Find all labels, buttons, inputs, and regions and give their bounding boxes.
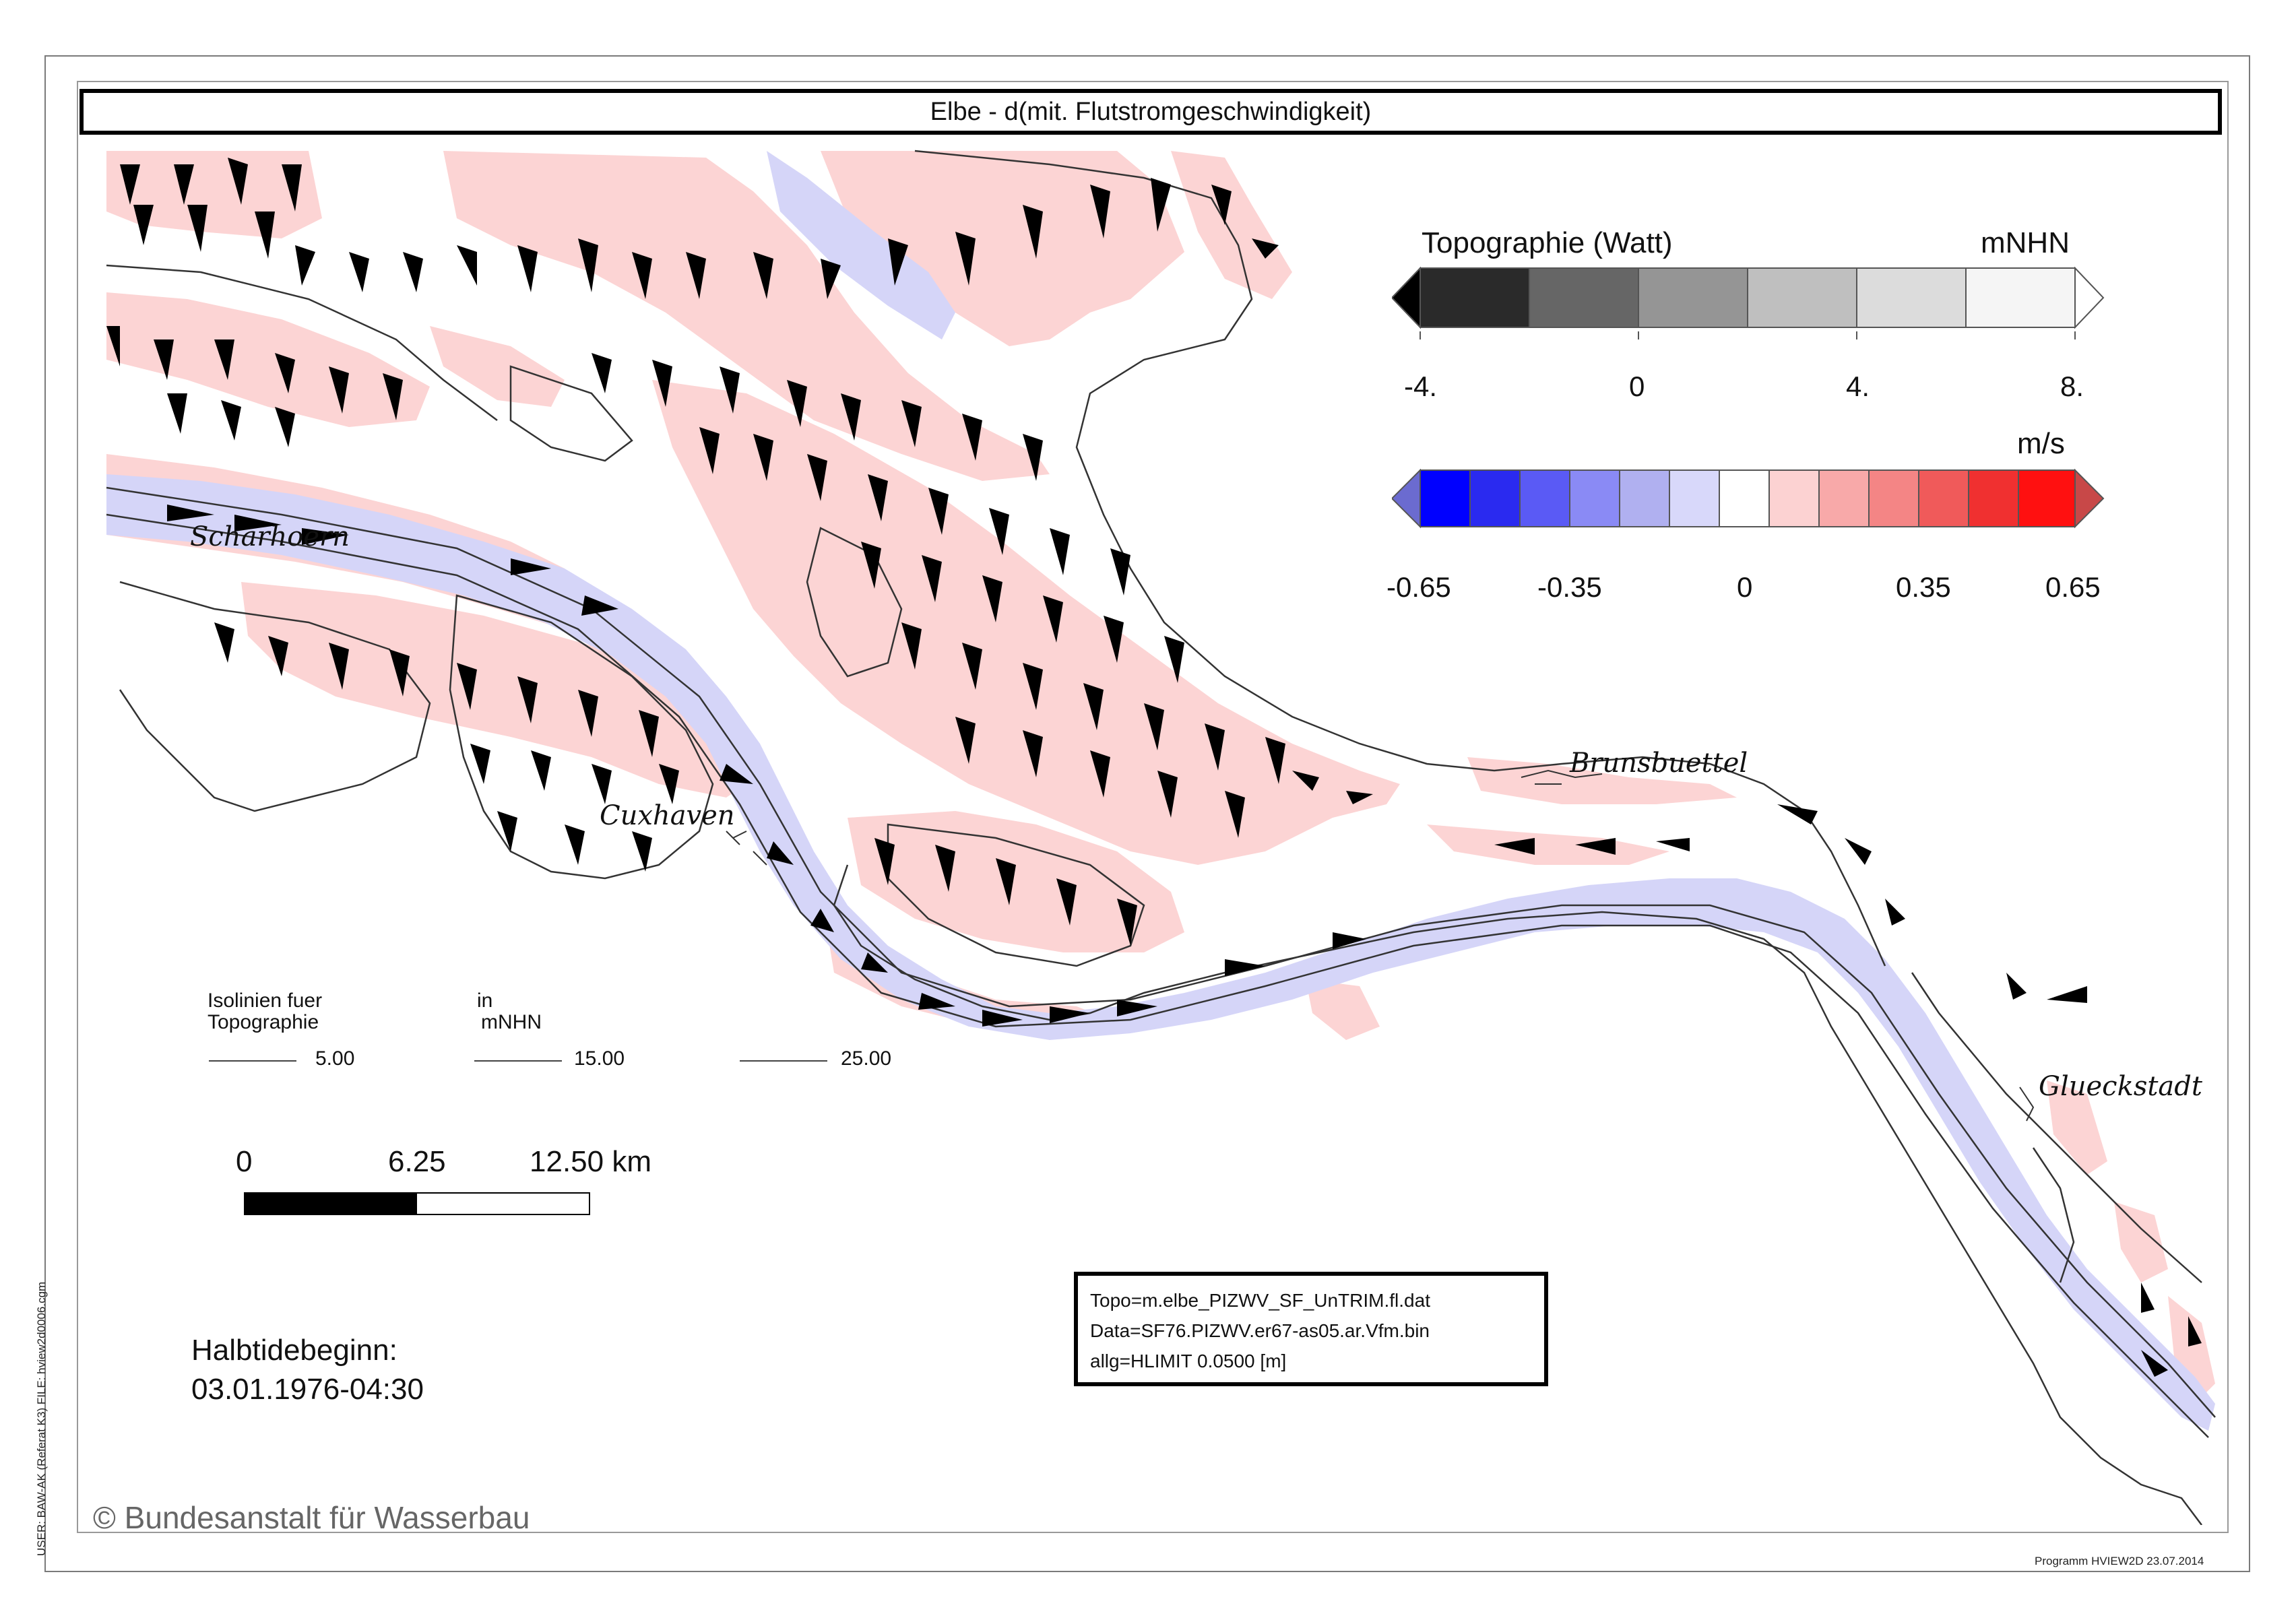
- topo-arrow-low: [1392, 268, 1420, 327]
- halbtide-label: Halbtidebeginn:: [191, 1334, 397, 1367]
- label-brunsbuettel: Brunsbuettel: [1570, 748, 1748, 779]
- glueckstadt-harbour: [2020, 1087, 2033, 1121]
- scale-label-end: 12.50 km: [530, 1145, 651, 1178]
- program-text: Programm HVIEW2D 23.07.2014: [2035, 1555, 2204, 1567]
- isoline-value-2: 15.00: [574, 1047, 625, 1070]
- vel-tick-5: 0.65: [2045, 571, 2101, 603]
- north-east-shoal: [1171, 151, 1292, 299]
- halbtide-block: [191, 1331, 424, 1409]
- scale-bar: [244, 1192, 590, 1215]
- topo-band-4: [1748, 268, 1857, 327]
- medem-strip: [1427, 824, 1669, 865]
- glueckstadt-patch-2: [2114, 1202, 2168, 1283]
- topo-tick-1: -4.: [1404, 370, 1438, 402]
- topo-arrow-high: [2075, 268, 2103, 327]
- scale-label-0: 0: [236, 1145, 253, 1178]
- topo-tick-2: 0: [1629, 370, 1645, 402]
- info-allg: allg=HLIMIT 0.0500 [m]: [1090, 1351, 1287, 1371]
- topo-tick-3: 4.: [1846, 370, 1870, 402]
- scale-bar-black-segment: [245, 1194, 417, 1214]
- west-sand-2: [430, 326, 565, 407]
- vel-tick-3: 0: [1737, 571, 1753, 603]
- copyright: © Bundesanstalt für Wasserbau: [93, 1500, 530, 1535]
- topo-band-1: [1420, 268, 1529, 327]
- topo-colorbar: [1392, 267, 2106, 348]
- velocity-legend-unit: m/s: [2017, 427, 2065, 460]
- label-cuxhaven: Cuxhaven: [600, 800, 735, 831]
- info-box: [1074, 1272, 1548, 1386]
- topo-band-3: [1638, 268, 1748, 327]
- topo-band-6: [1966, 268, 2075, 327]
- map-title: Elbe - d(mit. Flutstromgeschwindigkeit): [930, 98, 1372, 126]
- west-sand-1: [106, 292, 430, 427]
- label-glueckstadt: Glueckstadt: [2039, 1071, 2202, 1102]
- label-scharhoern: Scharhoern: [190, 521, 350, 552]
- side-user-file-text: USER: BAW-AK (Referat K3) FILE: hview2d0006.cgm: [35, 1281, 48, 1556]
- isoline-sample-1: [209, 1060, 296, 1062]
- isolines-unit: in mNHN: [477, 990, 542, 1033]
- title-box: [79, 89, 2222, 135]
- info-topo: Topo=m.elbe_PIZWV_SF_UnTRIM.fl.dat: [1090, 1290, 1430, 1311]
- topo-legend-title: Topographie (Watt): [1422, 226, 1673, 259]
- halbtide-datetime: 03.01.1976-04:30: [191, 1373, 424, 1406]
- vel-tick-2: -0.35: [1537, 571, 1602, 603]
- isoline-sample-2: [474, 1060, 562, 1062]
- vel-arrow-high: [2075, 470, 2103, 527]
- isoline-value-1: 5.00: [315, 1047, 355, 1070]
- isoline-sample-3: [740, 1060, 827, 1062]
- isolines-label: Isolinien fuer Topographie: [208, 990, 323, 1033]
- velocity-colorbar: [1392, 469, 2106, 536]
- vel-tick-1: -0.65: [1386, 571, 1451, 603]
- topo-band-5: [1857, 268, 1966, 327]
- isoline-value-3: 25.00: [841, 1047, 892, 1070]
- vel-arrow-low: [1392, 470, 1420, 527]
- scale-label-mid: 6.25: [388, 1145, 446, 1178]
- topo-band-2: [1529, 268, 1638, 327]
- topo-legend-unit: mNHN: [1981, 226, 2070, 259]
- info-data: Data=SF76.PIZWV.er67-as05.ar.Vfm.bin: [1090, 1320, 1430, 1341]
- topo-tick-4: 8.: [2060, 370, 2084, 402]
- vel-tick-4: 0.35: [1896, 571, 1951, 603]
